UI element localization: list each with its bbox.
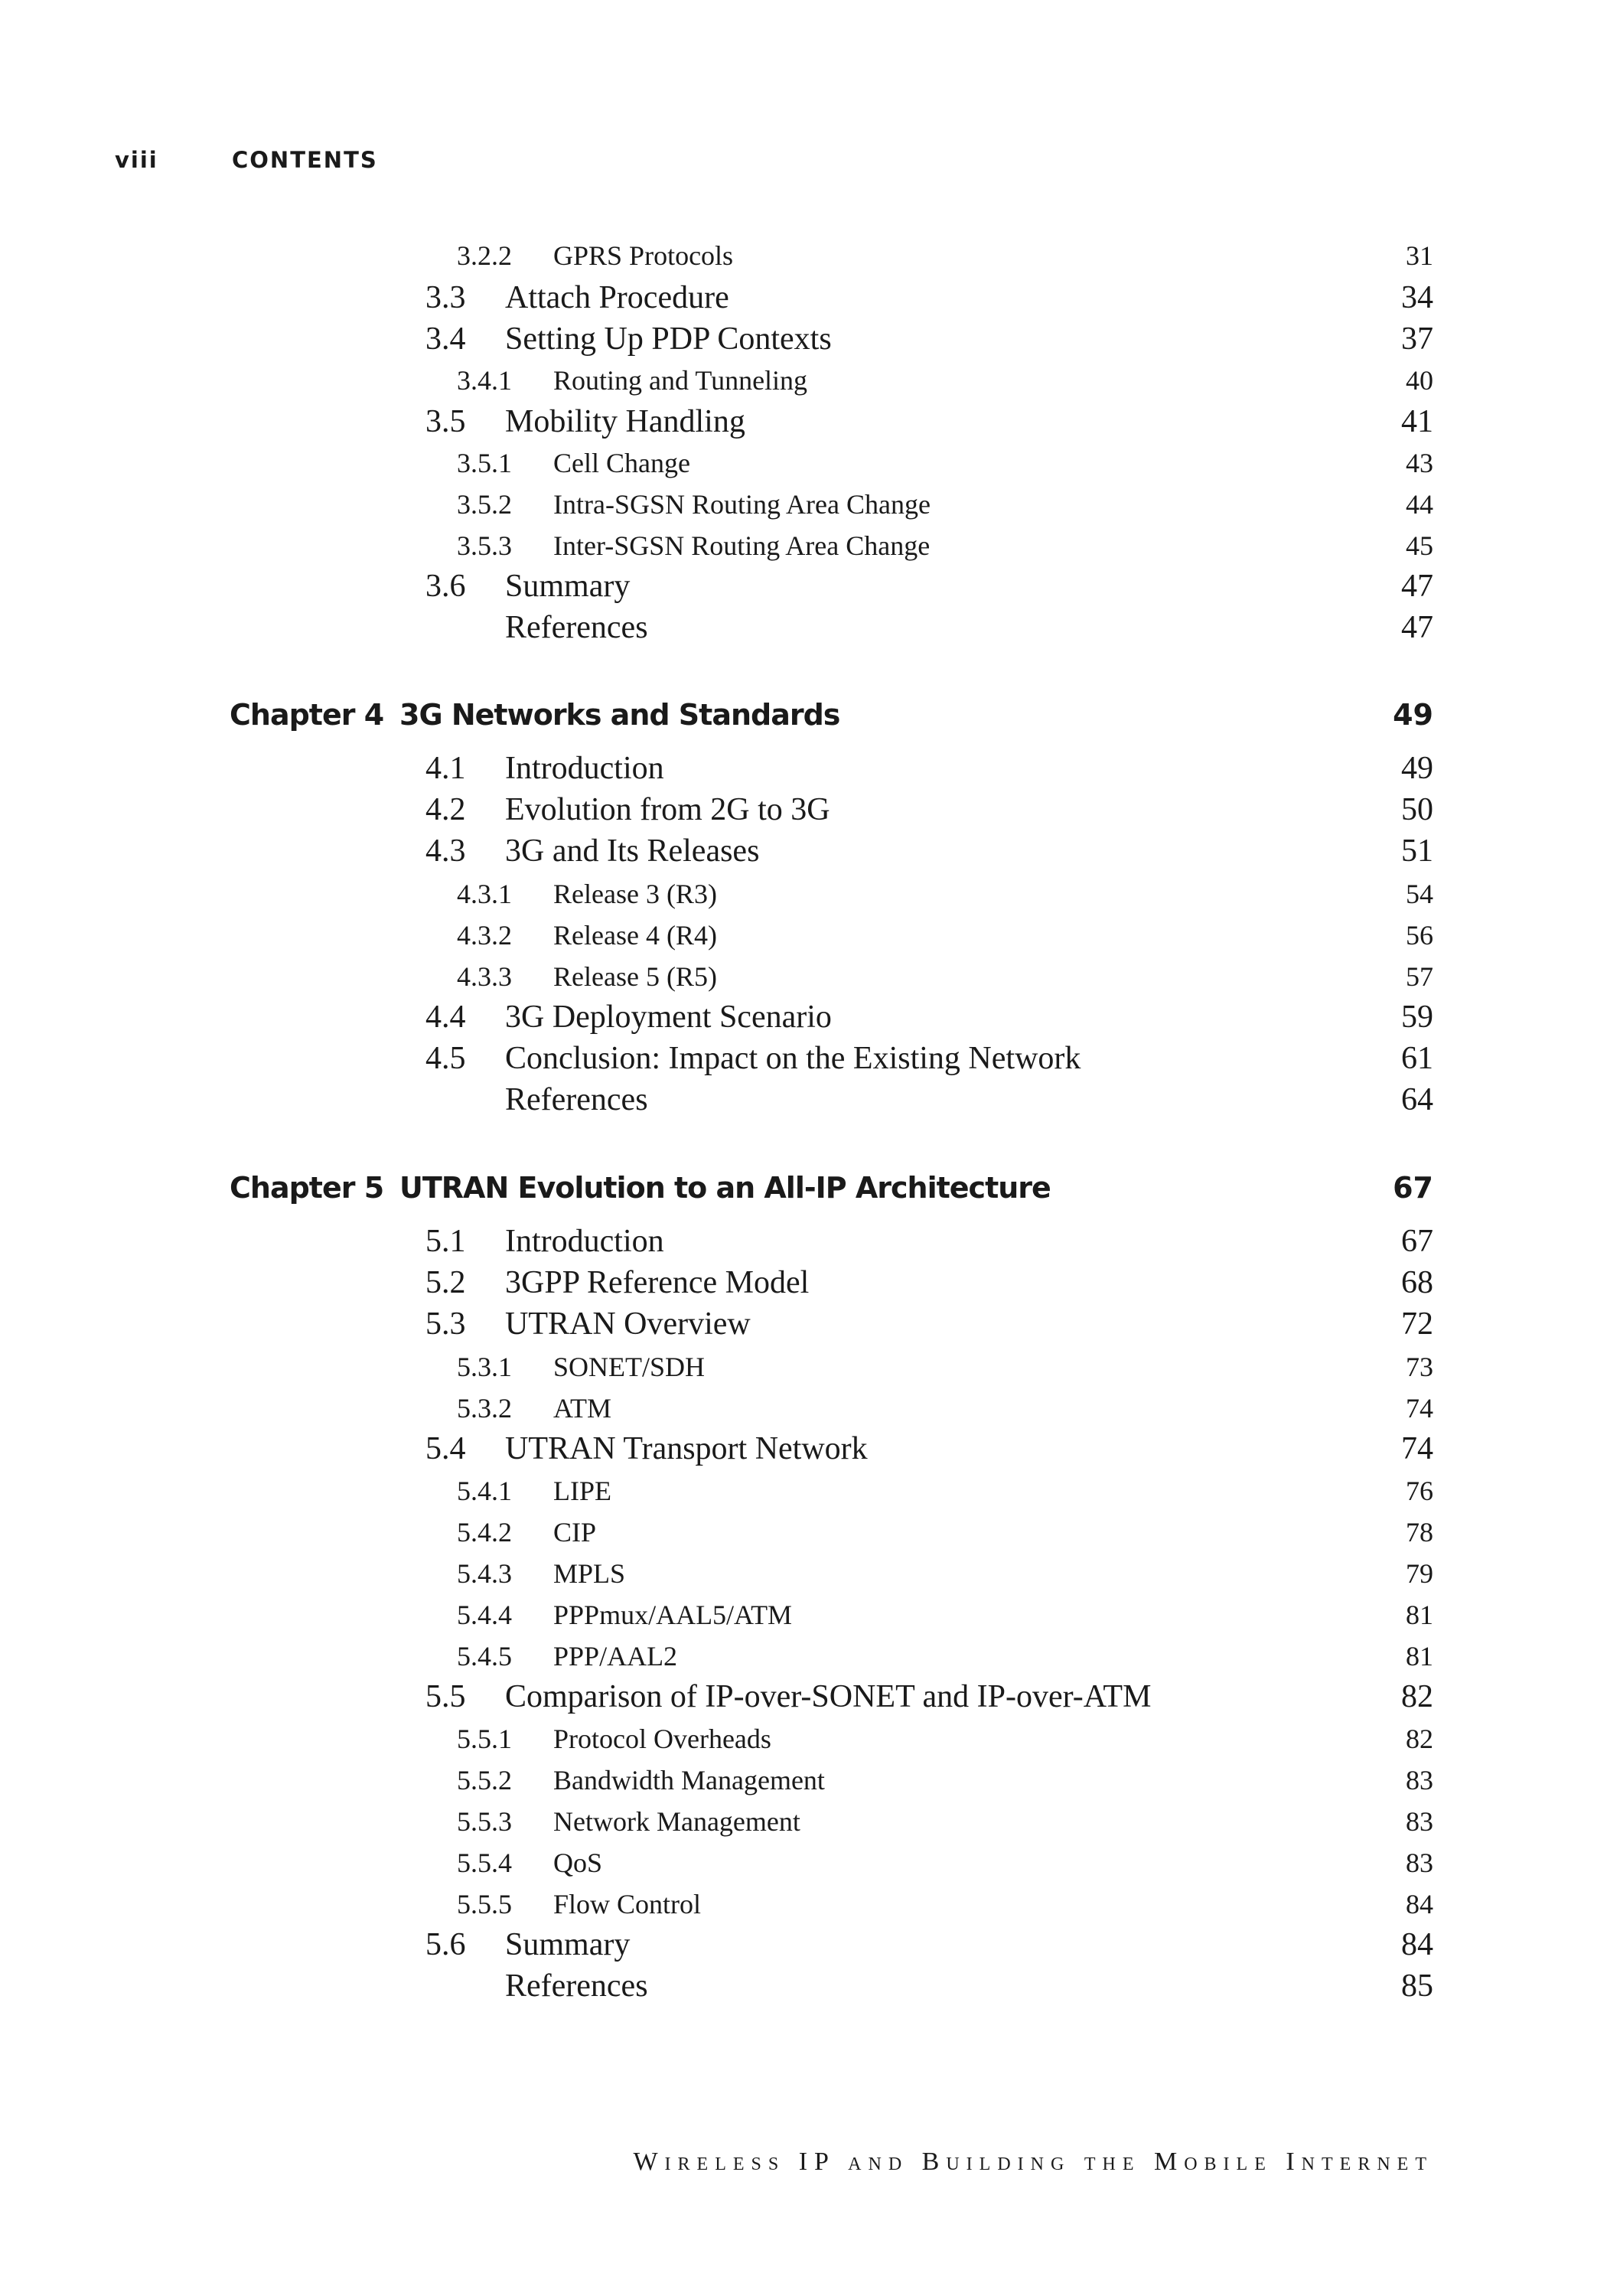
toc-entry-ch5-references[interactable]: References 85 — [505, 1968, 1433, 2004]
chapter-title: UTRAN Evolution to an All-IP Architecture — [399, 1171, 1051, 1205]
toc-entry-5-5-2[interactable]: 5.5.2 Bandwidth Management 83 — [457, 1765, 1433, 1795]
toc-entry-5-3-2[interactable]: 5.3.2 ATM 74 — [457, 1393, 1433, 1424]
chapter-label: Chapter 5 — [230, 1171, 384, 1205]
toc-entry-5-4-1[interactable]: 5.4.1 LIPE 76 — [457, 1476, 1433, 1506]
toc-entry-4-3[interactable]: 4.3 3G and Its Releases 51 — [425, 833, 1433, 869]
toc-entry-3-5-2[interactable]: 3.5.2 Intra-SGSN Routing Area Change 44 — [457, 489, 1433, 520]
chapter-label: Chapter 4 — [230, 698, 384, 732]
chapter-page: 67 — [1393, 1171, 1433, 1205]
running-footer-book-title: Wireless IP and Building the Mobile Internet — [633, 2148, 1433, 2176]
toc-entry-3-5-3[interactable]: 3.5.3 Inter-SGSN Routing Area Change 45 — [457, 530, 1433, 561]
toc-entry-5-3-1[interactable]: 5.3.1 SONET/SDH 73 — [457, 1352, 1433, 1382]
toc-entry-5-2[interactable]: 5.2 3GPP Reference Model 68 — [425, 1265, 1433, 1300]
toc-entry-3-5-1[interactable]: 3.5.1 Cell Change 43 — [457, 448, 1433, 478]
chapter-page: 49 — [1393, 698, 1433, 732]
toc-entry-5-5[interactable]: 5.5 Comparison of IP-over-SONET and IP-over-ATM 82 — [425, 1679, 1433, 1714]
toc-entry-4-4[interactable]: 4.4 3G Deployment Scenario 59 — [425, 1000, 1433, 1035]
toc-entry-3-2-2[interactable]: 3.2.2 GPRS Protocols 31 — [457, 240, 1433, 271]
toc-entry-3-4[interactable]: 3.4 Setting Up PDP Contexts 37 — [425, 321, 1433, 357]
toc-entry-3-6[interactable]: 3.6 Summary 47 — [425, 569, 1433, 604]
toc-chapter-4[interactable] — [230, 698, 1433, 744]
toc-entry-ch3-references[interactable]: References 47 — [505, 610, 1433, 645]
toc-entry-ch4-references[interactable]: References 64 — [505, 1082, 1433, 1117]
toc-entry-5-4-2[interactable]: 5.4.2 CIP 78 — [457, 1517, 1433, 1548]
toc-entry-5-6[interactable]: 5.6 Summary 84 — [425, 1927, 1433, 1962]
chapter-title: 3G Networks and Standards — [399, 698, 840, 732]
toc-entry-5-5-1[interactable]: 5.5.1 Protocol Overheads 82 — [457, 1724, 1433, 1754]
toc-entry-3-5[interactable]: 3.5 Mobility Handling 41 — [425, 404, 1433, 439]
toc-chapter-5[interactable] — [230, 1171, 1433, 1217]
toc-entry-4-3-3[interactable]: 4.3.3 Release 5 (R5) 57 — [457, 961, 1433, 992]
toc-entry-4-1[interactable]: 4.1 Introduction 49 — [425, 751, 1433, 786]
toc-entry-5-1[interactable]: 5.1 Introduction 67 — [425, 1224, 1433, 1259]
toc-entry-4-3-2[interactable]: 4.3.2 Release 4 (R4) 56 — [457, 920, 1433, 951]
toc-entry-4-3-1[interactable]: 4.3.1 Release 3 (R3) 54 — [457, 879, 1433, 909]
toc-entry-5-4-4[interactable]: 5.4.4 PPPmux/AAL5/ATM 81 — [457, 1600, 1433, 1630]
toc-entry-4-2[interactable]: 4.2 Evolution from 2G to 3G 50 — [425, 792, 1433, 827]
toc-entry-5-5-3[interactable]: 5.5.3 Network Management 83 — [457, 1806, 1433, 1837]
toc-entry-5-4-5[interactable]: 5.4.5 PPP/AAL2 81 — [457, 1641, 1433, 1671]
section-title: CONTENTS — [232, 147, 378, 173]
toc-entry-5-5-4[interactable]: 5.5.4 QoS 83 — [457, 1848, 1433, 1878]
toc-entry-5-4-3[interactable]: 5.4.3 MPLS 79 — [457, 1558, 1433, 1589]
toc-entry-5-4[interactable]: 5.4 UTRAN Transport Network 74 — [425, 1431, 1433, 1466]
toc-entry-4-5[interactable]: 4.5 Conclusion: Impact on the Existing Network 61 — [425, 1041, 1433, 1076]
toc-entry-5-3[interactable]: 5.3 UTRAN Overview 72 — [425, 1306, 1433, 1342]
toc-entry-3-3[interactable]: 3.3 Attach Procedure 34 — [425, 280, 1433, 315]
toc-entry-3-4-1[interactable]: 3.4.1 Routing and Tunneling 40 — [457, 365, 1433, 396]
page-folio: viii — [115, 147, 158, 173]
toc-entry-5-5-5[interactable]: 5.5.5 Flow Control 84 — [457, 1889, 1433, 1919]
